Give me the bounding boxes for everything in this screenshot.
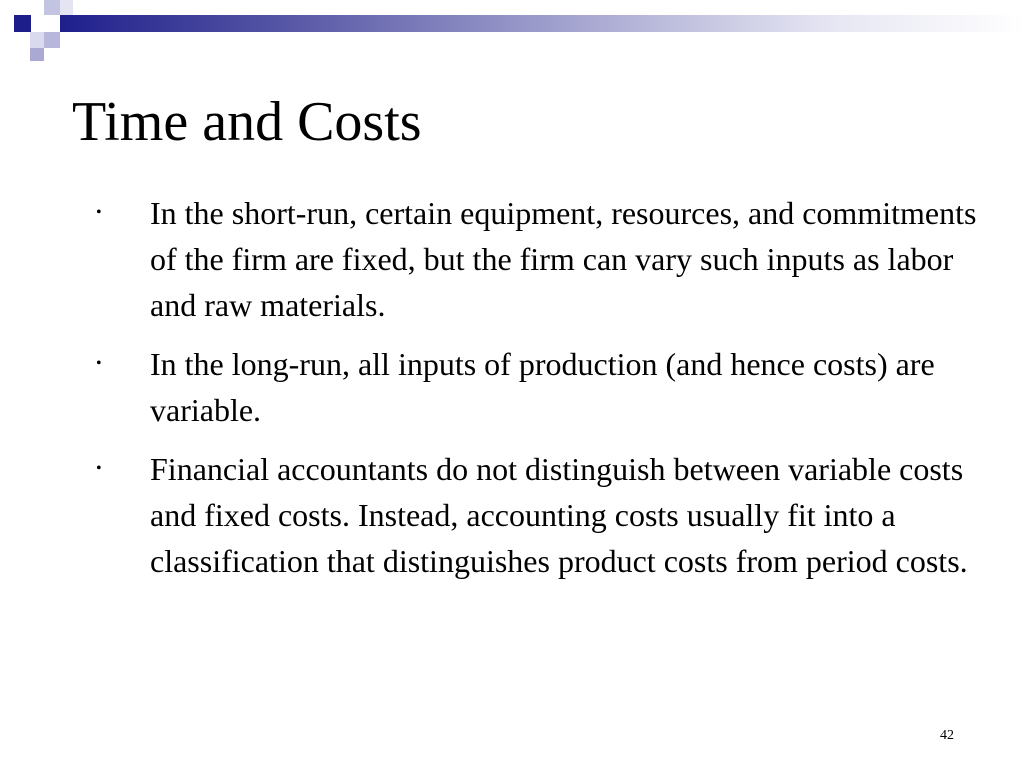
bullet-item — [96, 190, 986, 328]
bullet-item — [96, 446, 986, 584]
decorative-square — [44, 32, 60, 48]
decorative-square — [44, 0, 60, 15]
decorative-square — [30, 32, 44, 48]
bullet-text: Financial accountants do not distinguish between variable costs and fixed costs. Instead, accounting costs usually fit into a classification that distinguishes product costs from period costs. — [150, 451, 968, 579]
bullet-icon: • — [96, 355, 102, 372]
decorative-square — [14, 15, 31, 32]
header-gradient-bar — [60, 15, 1024, 32]
bullet-icon: • — [96, 460, 102, 477]
decorative-square — [60, 0, 73, 15]
bullet-icon: • — [96, 204, 102, 221]
slide-title: Time and Costs — [72, 91, 422, 153]
page-number: 42 — [940, 728, 954, 743]
bullet-item — [96, 341, 986, 433]
bullet-list — [96, 190, 986, 597]
bullet-text: In the short-run, certain equipment, resources, and commitments of the firm are fixed, but the firm can vary such inputs as labor and raw materials. — [150, 195, 977, 323]
decorative-square — [30, 48, 44, 61]
bullet-text: In the long-run, all inputs of production (and hence costs) are variable. — [150, 346, 935, 428]
